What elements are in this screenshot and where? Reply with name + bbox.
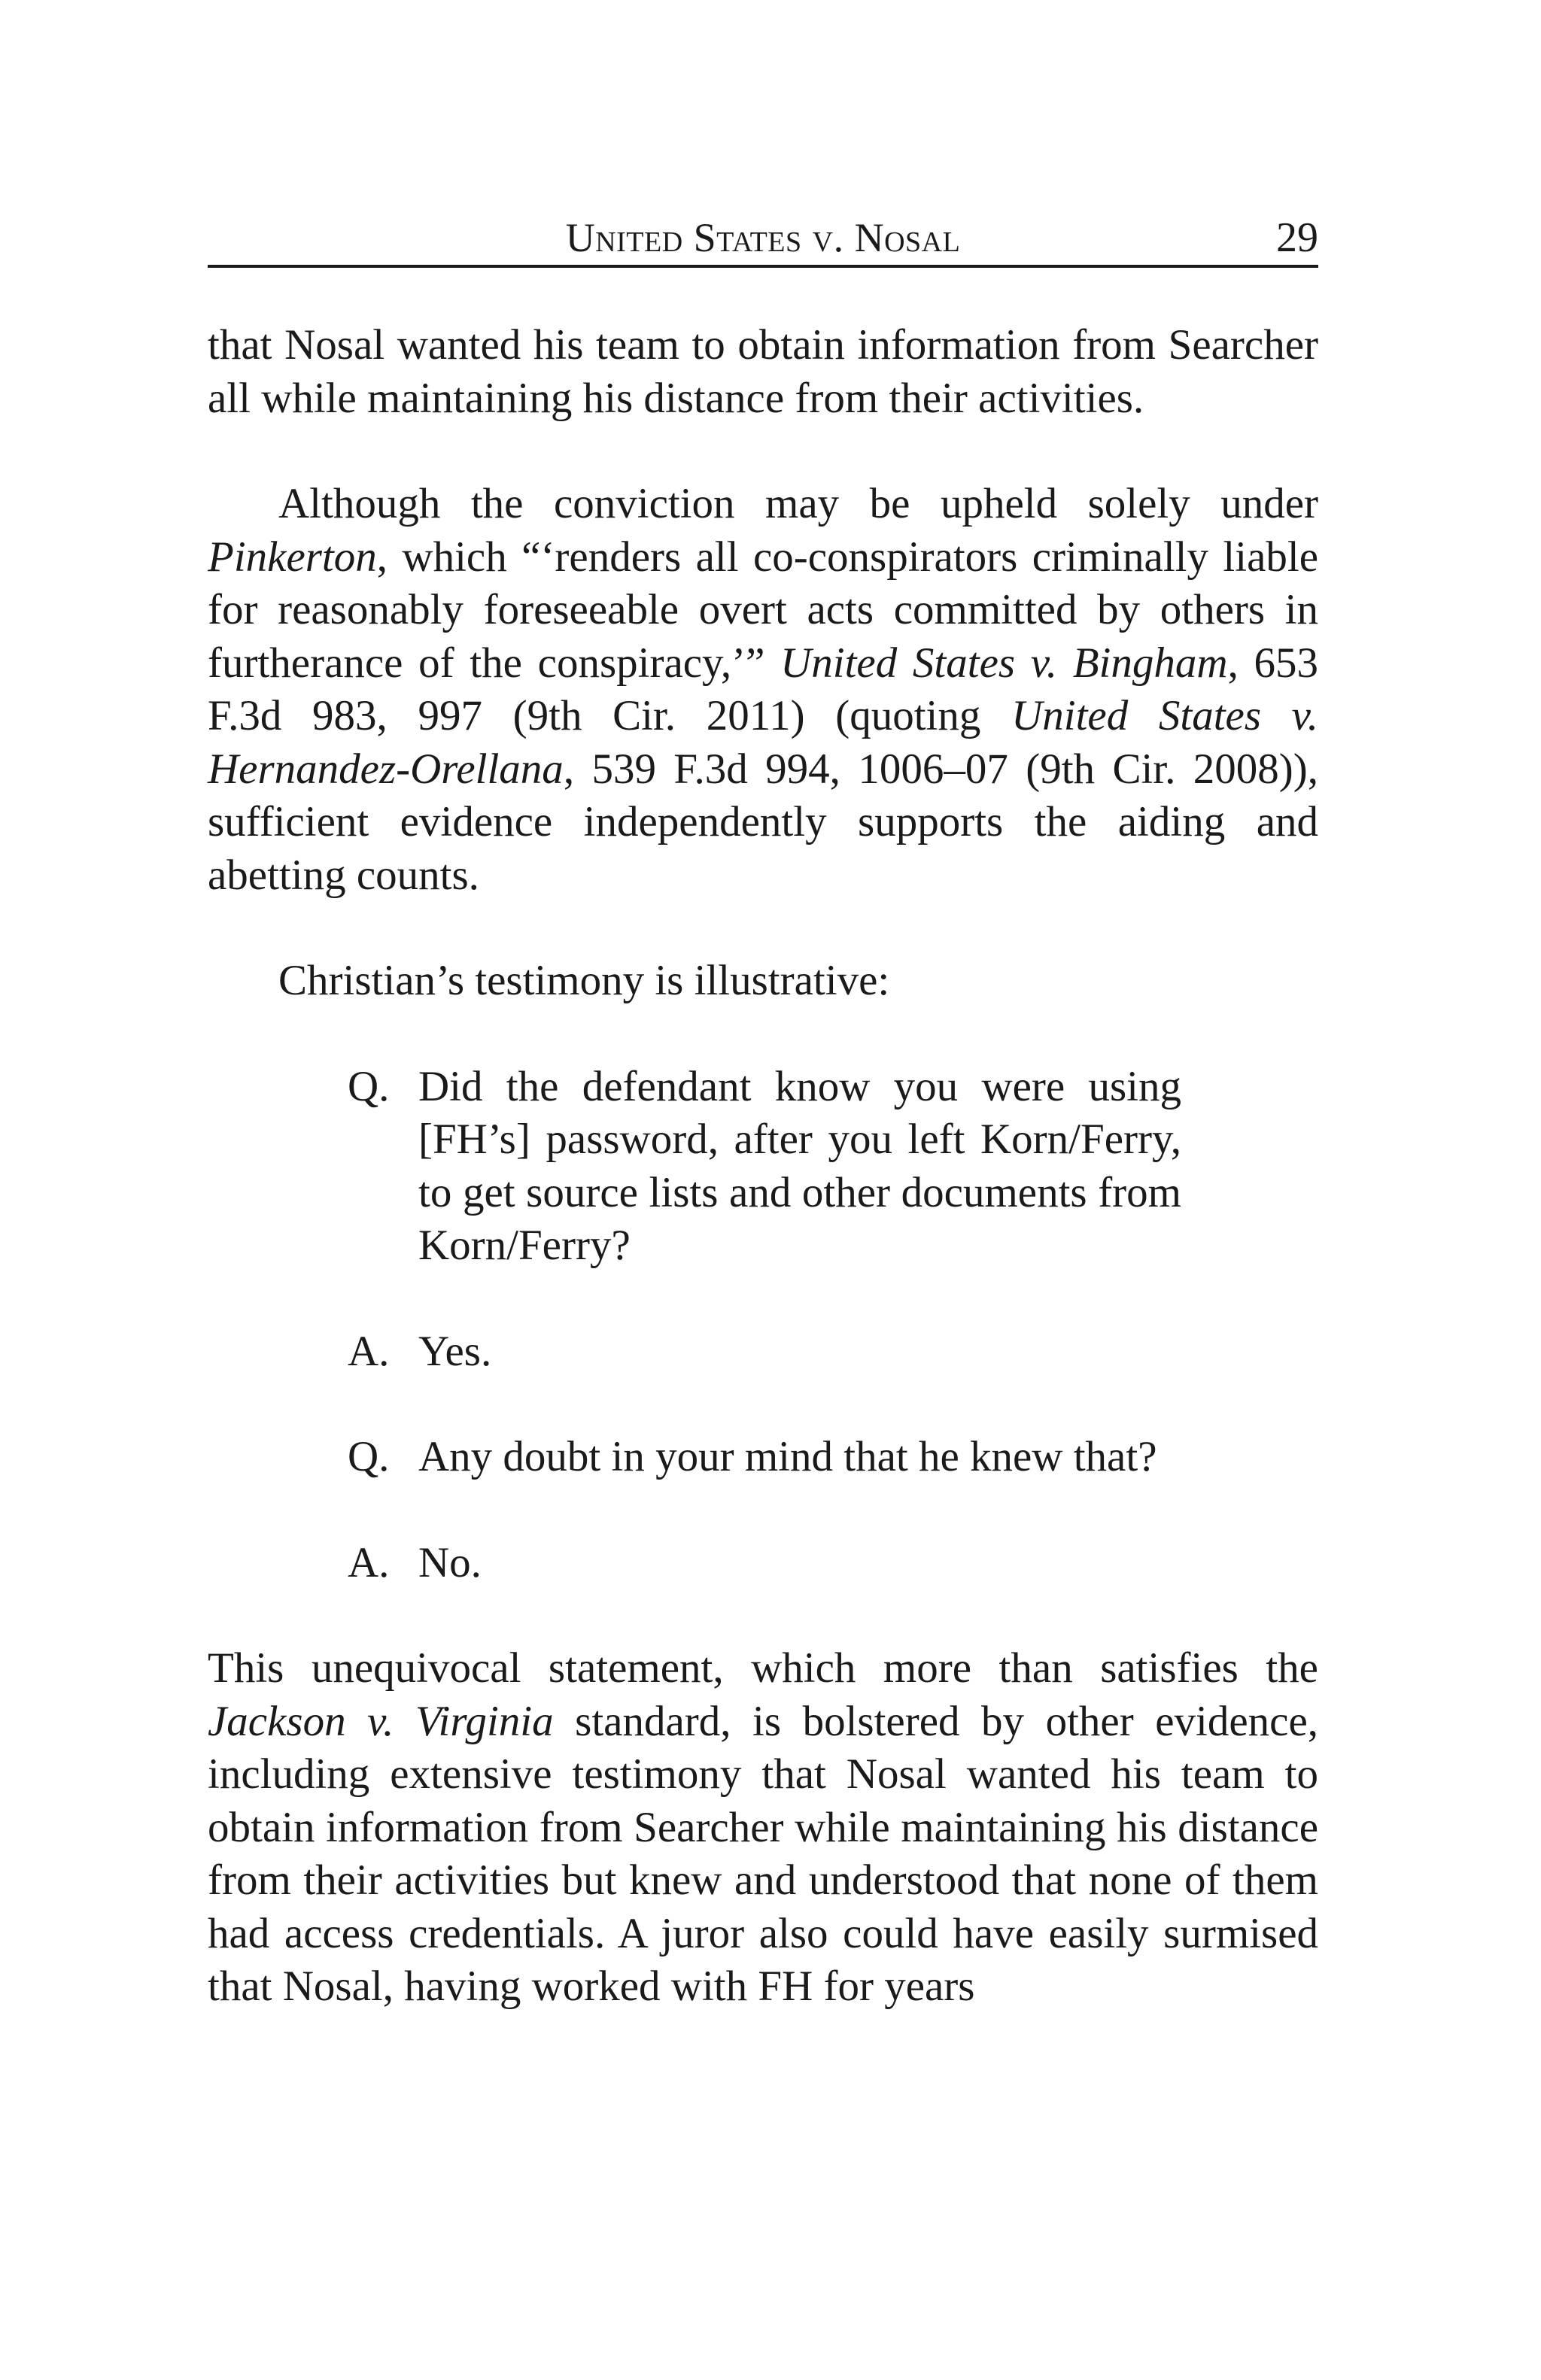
testimony-answer (348, 1325, 1181, 1379)
text-run: , which “‘renders all co-conspirators criminally liable for reasonably foreseeable overt acts committed by others in furtherance of the conspiracy,’” (208, 533, 1318, 687)
case-name-pinkerton: Pinkerton (208, 533, 377, 581)
case-name-bingham: United States v. Bingham (780, 639, 1228, 687)
testimony-question (348, 1431, 1181, 1484)
qa-label: A. (348, 1327, 390, 1375)
running-head (208, 211, 1318, 268)
case-name-hernandez-orellana: United States v. Hernandez-Orellana (208, 692, 1318, 793)
paragraph-pinkerton (208, 478, 1318, 902)
page-number: 29 (1276, 214, 1318, 261)
paragraph-continuation: that Nosal wanted his team to obtain information from Searcher all while maintaining his distance from their activities. (208, 321, 1318, 422)
document-page (208, 211, 1318, 2014)
qa-text: Yes. (418, 1327, 492, 1375)
paragraph-testimony-intro: Christian’s testimony is illustrative: (278, 957, 890, 1004)
text-run: , 539 F.3d 994, 1006–07 (9th Cir. 2008)), sufficient evidence independently supports the aiding and abetting counts. (208, 745, 1318, 899)
paragraph-jackson (208, 1642, 1318, 2014)
qa-text: No. (418, 1538, 482, 1586)
testimony-block (348, 1061, 1181, 1590)
text-run: Although the conviction may be upheld solely under (278, 480, 1318, 527)
text-run: standard, is bolstered by other evidence, including extensive testimony that Nosal wanted his team to obtain information from Searcher while maintaining his distance from their activities but knew and understood that none of them had access credentials. A juror also could have easily surmised that Nosal, having worked with FH for years (208, 1697, 1319, 2010)
qa-text: Did the defendant know you were using [FH’s] password, after you left Korn/Ferry, to get source lists and other documents from Korn/Ferry? (418, 1062, 1181, 1269)
case-name-jackson: Jackson v. Virginia (208, 1697, 554, 1745)
text-run: This unequivocal statement, which more than satisfies the (208, 1644, 1318, 1692)
qa-label: A. (348, 1538, 390, 1586)
text-run: , 653 F.3d 983, 997 (9th Cir. 2011) (quoting (208, 639, 1318, 739)
testimony-question (348, 1061, 1181, 1273)
qa-text: Any doubt in your mind that he knew that? (418, 1433, 1157, 1480)
testimony-answer (348, 1537, 1181, 1590)
running-head-title: United States v. Nosal (565, 215, 961, 260)
qa-label: Q. (348, 1433, 390, 1480)
qa-label: Q. (348, 1062, 390, 1110)
